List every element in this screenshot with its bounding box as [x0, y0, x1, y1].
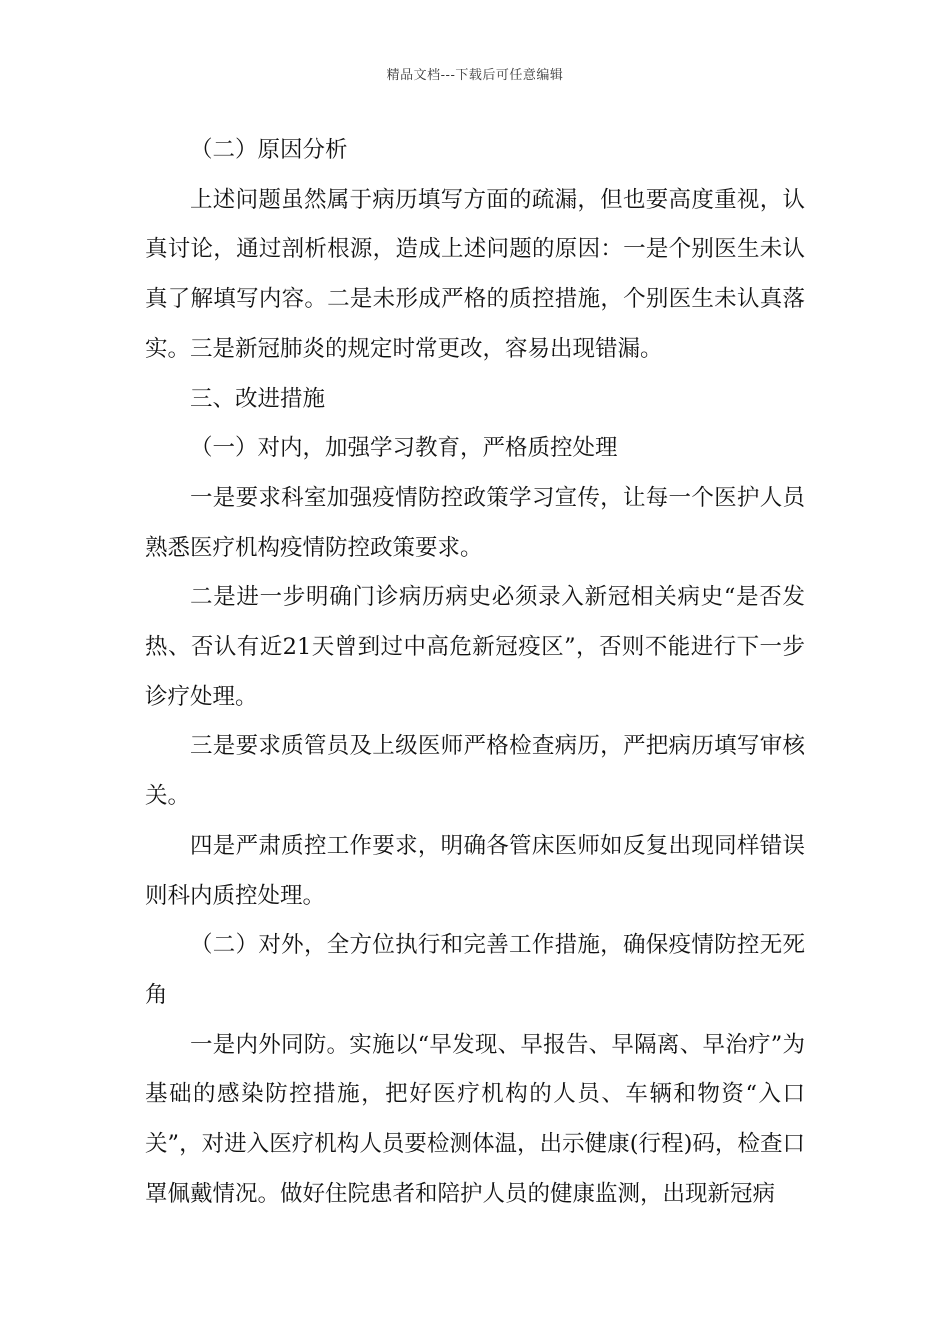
section-heading-improvement: 三、改进措施	[190, 385, 326, 412]
page-header: 精品文档---下载后可任意编辑	[386, 68, 564, 83]
subheading-internal: （一）对内，加强学习教育，严格质控处理	[190, 435, 618, 462]
subheading-external: （二）对外，全方位执行和完善工作措施，确保疫情防控无死角	[145, 932, 805, 1008]
paragraph-item-4: 四是严肃质控工作要求，明确各管床医师如反复出现同样错误则科内质控处理。	[145, 832, 805, 909]
paragraph-cause-analysis: 上述问题虽然属于病历填写方面的疏漏，但也要高度重视，认真讨论，通过剖析根源，造成上述问题的原因：一是个别医生未认真了解填写内容。二是未形成严格的质控措施，个别医生未认真落实。三是新冠肺炎的规定时常更改，容易出现错漏。	[145, 186, 805, 362]
paragraph-external-1: 一是内外同防。实施以“早发现、早报告、早隔离、早治疗”为基础的感染防控措施，把好医疗机构的人员、车辆和物资“入口关”，对进入医疗机构人员要检测体温，出示健康(行程)码，检查口罩佩戴情况。做好住院患者和陪护人员的健康监测，出现新冠病	[145, 1031, 805, 1207]
paragraph-item-2: 二是进一步明确门诊病历病史必须录入新冠相关病史“是否发热、否认有近21天曾到过中高危新冠疫区”，否则不能进行下一步诊疗处理。	[145, 584, 805, 710]
document-body	[145, 126, 805, 1219]
paragraph-item-3: 三是要求质管员及上级医师严格检查病历，严把病历填写审核关。	[145, 733, 805, 810]
subheading-cause-analysis: （二）原因分析	[190, 137, 348, 163]
paragraph-item-1: 一是要求科室加强疫情防控政策学习宣传，让每一个医护人员熟悉医疗机构疫情防控政策要求。	[145, 484, 805, 561]
